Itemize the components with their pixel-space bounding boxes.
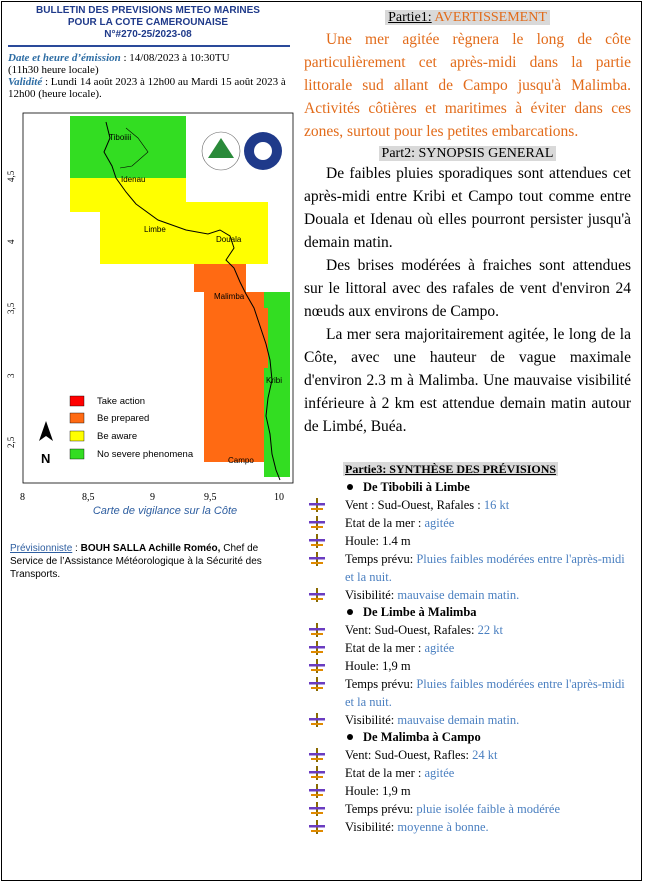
place-douala: Douala — [216, 235, 242, 244]
x-tick: 9,5 — [204, 492, 217, 503]
issue-date-label: Date et heure d’émission — [8, 52, 121, 64]
bullet-icon — [309, 713, 325, 727]
x-tick: 8,5 — [82, 492, 95, 503]
bullet-icon — [309, 552, 325, 566]
validity-label: Validité — [8, 76, 43, 88]
legend-yellow-swatch — [70, 431, 84, 441]
zone-weather: Temps prévu: Pluies faibles modérées entre l'après-midi et la nuit. — [305, 550, 635, 586]
validity — [8, 76, 290, 100]
part2-title — [300, 146, 635, 162]
legend-label-orange: Be prepared — [97, 413, 150, 424]
part1-heading: AVERTISSEMENT — [431, 10, 547, 25]
validity-value: : Lundi 14 août 2023 à 12h00 au Mardi 15 août 2023 à 12h00 (heure locale). — [8, 76, 286, 100]
bullet-icon — [309, 534, 325, 548]
zone-block — [305, 604, 635, 729]
issue-date-value: : 14/08/2023 à 10:30TU — [120, 52, 230, 64]
place-campo: Campo — [228, 456, 254, 465]
part1-title — [300, 10, 635, 26]
place-tiboiiii: Tiboiiii — [109, 133, 132, 142]
zone-yellow-3 — [100, 202, 268, 264]
bullet-icon — [309, 641, 325, 655]
bullet-icon — [309, 784, 325, 798]
bullet-icon — [309, 623, 325, 637]
legend-label-green: No severe phenomena — [97, 449, 194, 460]
map-caption: Carte de vigilance sur la Côte — [92, 505, 238, 517]
y-tick: 4,5 — [6, 170, 16, 182]
zone-weather: Temps prévu: pluie isolée faible à modérée — [305, 800, 635, 818]
place-malimba: Malimba — [214, 292, 245, 301]
part3-title: Partie3: SYNTHÈSE DES PRÉVISIONS — [345, 462, 557, 476]
zone-heading: De Limbe à Malimba — [345, 604, 635, 621]
legend-red-swatch — [70, 396, 84, 406]
zones — [305, 479, 635, 836]
bullet-icon — [309, 659, 325, 673]
zone-swell: Houle: 1,9 m — [305, 782, 635, 800]
north-label: N — [41, 451, 51, 466]
header-divider — [8, 45, 290, 47]
zone-sea-state: Etat de la mer : agitée — [305, 764, 635, 782]
zone-block — [305, 479, 635, 604]
meteo-logo-inner — [254, 142, 272, 160]
bulletin-number: N°#270-25/2023-08 — [104, 29, 192, 40]
zone-sea-state: Etat de la mer : agitée — [305, 514, 635, 532]
synopsis-para-1: De faibles pluies sporadiques sont attendues cet après-midi entre Kribi et Campo tout comme entre Douala et Idenau où elles pourront persister jusqu'à demain matin. — [304, 165, 631, 251]
part1-label: Partie1: — [388, 10, 432, 25]
zone-sea-state: Etat de la mer : agitée — [305, 639, 635, 657]
forecast-synthesis — [305, 462, 635, 836]
synopsis — [300, 162, 635, 438]
zone-visibility: Visibilité: mauvaise demain matin. — [305, 586, 635, 604]
bulletin-meta — [8, 52, 290, 100]
zone-wind: Vent : Sud-Ouest, Rafales : 16 kt — [305, 496, 635, 514]
bullet-icon — [309, 748, 325, 762]
legend-label-red: Take action — [97, 396, 146, 407]
vigilance-map — [8, 108, 293, 508]
bullet-icon — [309, 516, 325, 530]
y-tick: 3,5 — [6, 302, 16, 314]
place-idenau: Idenau — [121, 175, 146, 184]
bulletin-header — [8, 5, 288, 41]
bullet-icon — [309, 498, 325, 512]
x-tick: 10 — [274, 492, 284, 503]
issue-local-time: (11h30 heure locale) — [8, 64, 99, 76]
place-kribi: Kribi — [266, 376, 283, 385]
legend-green-swatch — [70, 449, 84, 459]
bullet-icon — [309, 677, 325, 691]
zone-green — [70, 116, 186, 178]
place-limbe: Limbe — [144, 225, 166, 234]
y-tick: 4 — [6, 239, 16, 244]
right-column — [300, 10, 635, 438]
bullet-icon — [309, 802, 325, 816]
forecaster-role: Chef de Service de l’Assistance Météorologique à la Sécurité des Transports. — [10, 543, 262, 580]
zone-wind: Vent: Sud-Ouest, Rafales: 22 kt — [305, 621, 635, 639]
issue-date — [8, 52, 290, 64]
legend-label-yellow: Be aware — [97, 431, 138, 442]
legend-orange-swatch — [70, 413, 84, 423]
zone-wind: Vent: Sud-Ouest, Rafles: 24 kt — [305, 746, 635, 764]
synopsis-para-3: La mer sera majoritairement agitée, le long de la Côte, avec une hauteur de vague maximale d'environ 2.3 m à Malimba. Une mauvaise visibilité inférieure à 2 km est attendue demain matin autour de Limbé, Buéa. — [304, 326, 631, 435]
warning-text: Une mer agitée règnera le long de côte particulièrement cet après-midi dans la partie littorale sud allant de Campo jusqu'à Malimba. Activités côtières et maritimes à éviter dans ces zones, surtout pour les petites embarcations. — [304, 31, 631, 140]
bullet-icon — [309, 766, 325, 780]
forecaster-label: Prévisionniste — [10, 543, 73, 554]
zone-swell: Houle: 1.4 m — [305, 532, 635, 550]
y-tick: 2,5 — [6, 436, 16, 448]
zone-heading: De Tibobili à Limbe — [345, 479, 635, 496]
forecaster-block: Prévisionniste : BOUH SALLA Achille Roméo, Chef de Service de l’Assistance Météorologique à la Sécurité des Transports. — [10, 543, 262, 580]
zone-heading: De Malimba à Campo — [345, 729, 635, 746]
synopsis-para-2: Des brises modérées à fraiches sont attendues sur le littoral avec des rafales de vent d'environ 24 nœuds aux environs de Campo. — [304, 257, 631, 320]
zone-weather: Temps prévu: Pluies faibles modérées entre l'après-midi et la nuit. — [305, 675, 635, 711]
zone-visibility: Visibilité: moyenne à bonne. — [305, 818, 635, 836]
header-subtitle: POUR LA COTE CAMEROUNAISE — [67, 17, 229, 28]
zone-swell: Houle: 1,9 m — [305, 657, 635, 675]
forecaster-name: BOUH SALLA Achille Roméo, — [80, 543, 221, 554]
x-tick: 9 — [150, 492, 155, 503]
zone-visibility: Visibilité: mauvaise demain matin. — [305, 711, 635, 729]
header-title: BULLETIN DES PREVISIONS METEO MARINES — [36, 5, 260, 16]
zone-block — [305, 729, 635, 836]
y-tick: 3 — [6, 373, 16, 378]
part2-heading: Part2: SYNOPSIS GENERAL — [379, 146, 557, 161]
bullet-icon — [309, 820, 325, 834]
x-tick: 8 — [20, 492, 25, 503]
bullet-icon — [309, 588, 325, 602]
